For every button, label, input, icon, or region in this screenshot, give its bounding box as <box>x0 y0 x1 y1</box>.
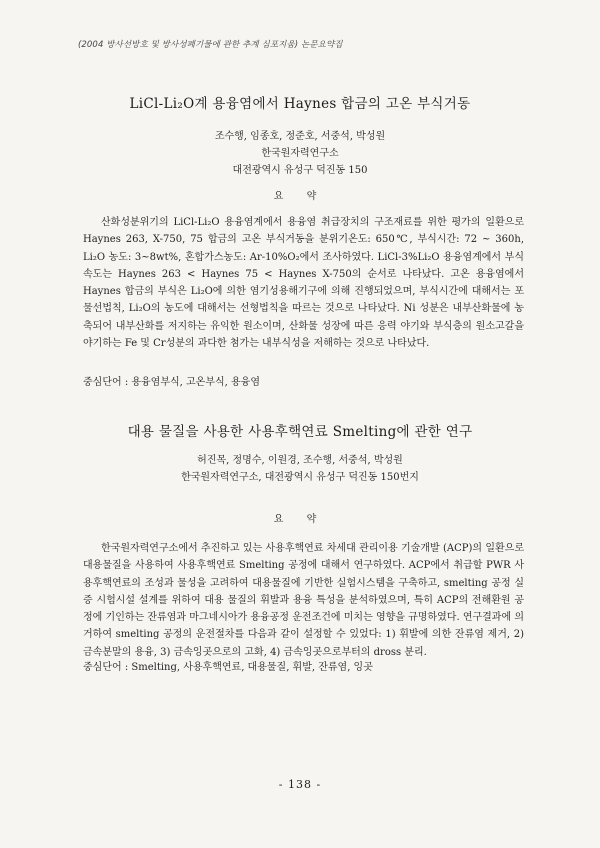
paper2-affiliation: 한국원자력연구소, 대전광역시 유성구 덕진동 150번지 <box>181 472 419 483</box>
paper1-address: 대전광역시 유성구 덕진동 150 <box>232 165 368 176</box>
paper1-institute: 한국원자력연구소 <box>261 148 339 159</box>
paper1-abstract-text: 산화성분위기의 LiCl-Li₂O 용융염계에서 용융염 취급장치의 구조재료를 위한 평가의 일환으로 Haynes 263, X-750, 75 합금의 고온 부식거동을 분위기온도: 650℃, 부식시간: 72 ~ 360h, Li₂O 농도: 3~8wt%, 혼합가스농도: Ar-10%O₂에서 조사하였다. LiCl-3%Li₂O 용융염계에서 부식속도는 Haynes 263 < Haynes 75 < Haynes X-750의 순서로 나타났다. 고온 용융염에서 Haynes 합금의 부식은 Li₂O에 의한 염기성용해기구에 의해 진행되었으며, 부식시간에 대해서는 포물선법칙, Li₂O의 농도에 대해서는 선형법칙을 따르는 것으로 나타났다. Ni 성분은 내부산화물에 농축되어 내부산화를 저지하는 유익한 원소이며, 산화물 성장에 따른 응력 야기와 부식층의 원소고갈을 야기하는 Fe 및 Cr성분의 과다한 첨가는 내부식성을 저해하는 것으로 나타났다. <box>83 217 524 350</box>
paper1-abstract <box>83 214 524 352</box>
proceedings-header: (2004 방사선방호 및 방사성폐기물에 관한 추계 심포지움) 논문요약집 <box>78 40 343 50</box>
paper1-byline <box>0 128 600 179</box>
paper1-title: LiCl-Li₂O계 용융염에서 Haynes 합금의 고온 부식거동 <box>129 96 471 112</box>
paper2-abstract-heading: 요 약 <box>273 514 327 525</box>
paper2-abstract <box>83 540 524 661</box>
paper2-abstract-text: 한국원자력연구소에서 추진하고 있는 사용후핵연료 차세대 관리이용 기술개발 (ACP)의 일환으로 대용물질을 사용하여 사용후핵연료 Smelting 공정에 대해서 연구하였다. ACP에서 취급할 PWR 사용후핵연료의 조성과 물성을 고려하여 대용물질에 기반한 실험시스템을 구축하고, smelting 공정 실증 시험시설 설계를 위하여 대용 물질의 휘발과 용융 특성을 분석하였으며, 특히 ACP의 전해환원 공정에 기인하는 잔류염과 마그네시아가 용융공정 운전조건에 미치는 영향을 규명하였다. 연구결과에 의거하여 smelting 공정의 운전절차를 다음과 같이 설정할 수 있었다: 1) 휘발에 의한 잔류염 제거, 2) 금속분말의 용융, 3) 금속잉곳으로의 고화, 4) 금속잉곳으로부터의 dross 분리. <box>83 543 524 658</box>
paper1-abstract-heading: 요 약 <box>273 191 327 202</box>
paper2-authors: 허진목, 정명수, 이원경, 조수행, 서중석, 박성원 <box>197 455 403 466</box>
paper2-byline <box>0 452 600 486</box>
paper1-keywords: 중심단어 : 용융염부식, 고온부식, 용융염 <box>83 377 261 388</box>
paper1-authors: 조수행, 임종호, 정준호, 서중석, 박성원 <box>214 131 386 142</box>
page-number: - 138 - <box>278 778 322 791</box>
paper2-keywords: 중심단어 : Smelting, 사용후핵연료, 대용물질, 휘발, 잔류염, 잉곳 <box>83 662 373 673</box>
paper2-title: 대용 물질을 사용한 사용후핵연료 Smelting에 관한 연구 <box>127 424 473 440</box>
